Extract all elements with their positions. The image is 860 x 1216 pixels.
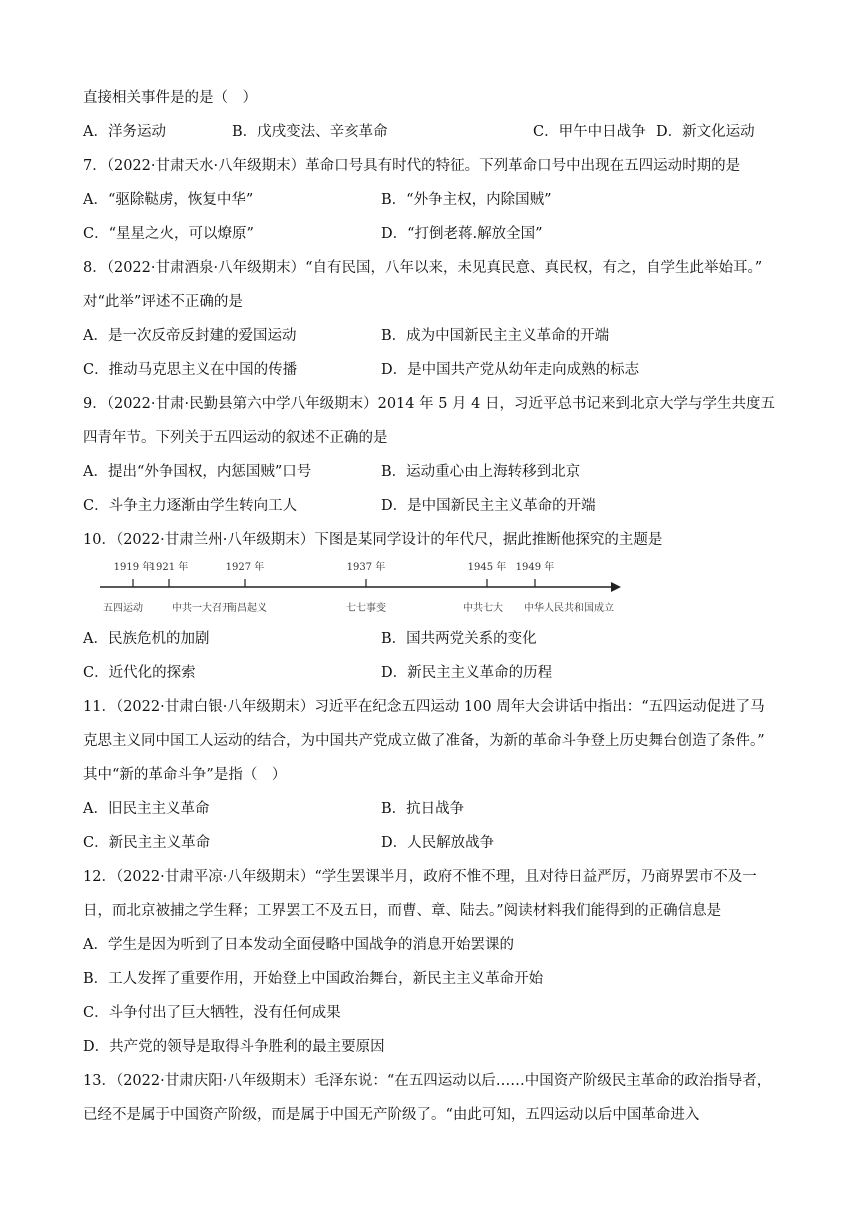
q8-option-d: D．是中国共产党从幼年走向成熟的标志 bbox=[381, 362, 640, 378]
q8-option-b: B．成为中国新民主主义革命的开端 bbox=[381, 328, 610, 344]
q11-option-d: D．人民解放战争 bbox=[381, 835, 495, 851]
timeline-event-label: 南昌起义 bbox=[227, 603, 267, 614]
q8-stem-2: 对“此举”评述不正确的是 bbox=[83, 294, 243, 310]
timeline-event-label: 中华人民共和国成立 bbox=[524, 603, 614, 614]
timeline-event-label: 五四运动 bbox=[103, 603, 143, 614]
q9-stem-1: 9．（2022·甘肃·民勤县第六中学八年级期末）2014 年 5 月 4 日，习近平总书记来到北京大学与学生共度五 bbox=[83, 396, 775, 412]
timeline-year-label: 1937 年 bbox=[346, 562, 386, 573]
q12-option-d: D．共产党的领导是取得斗争胜利的最主要原因 bbox=[83, 1039, 385, 1055]
q12-stem-2: 日，而北京被捕之学生释；工界罢工不及五日，而曹、章、陆去。”阅读材料我们能得到的正确信息是 bbox=[83, 903, 722, 919]
q7-stem: 7．（2022·甘肃天水·八年级期末）革命口号具有时代的特征。下列革命口号中出现在五四运动时期的是 bbox=[83, 158, 741, 174]
q11-stem-3: 其中“新的革命斗争”是指（ ） bbox=[83, 767, 287, 783]
q7-option-d: D．“打倒老蒋.解放全国” bbox=[381, 226, 543, 242]
q10-option-c: C．近代化的探索 bbox=[83, 665, 196, 681]
q6-option-c: C．甲午中日战争 bbox=[533, 124, 646, 140]
q12-option-c: C．斗争付出了巨大牺牲，没有任何成果 bbox=[83, 1005, 341, 1021]
q6-option-a: A．洋务运动 bbox=[83, 124, 166, 140]
q11-option-b: B．抗日战争 bbox=[381, 801, 465, 817]
timeline-arrow bbox=[611, 582, 621, 592]
q7-option-a: A．“驱除鞑虏，恢复中华” bbox=[83, 192, 254, 208]
timeline-year-label: 1945 年 bbox=[467, 562, 507, 573]
timeline-year-label: 1921 年 bbox=[149, 562, 189, 573]
q7-option-c: C．“星星之火，可以燎原” bbox=[83, 226, 254, 242]
timeline-year-label: 1949 年 bbox=[515, 562, 555, 573]
q9-option-d: D．是中国新民主主义革命的开端 bbox=[381, 498, 596, 514]
q8-option-c: C．推动马克思主义在中国的传播 bbox=[83, 362, 298, 378]
q8-option-a: A．是一次反帝反封建的爱国运动 bbox=[83, 328, 297, 344]
q9-option-b: B．运动重心由上海转移到北京 bbox=[381, 464, 581, 480]
q11-stem-2: 克思主义同中国工人运动的结合，为中国共产党成立做了准备，为新的革命斗争登上历史舞台创造了条件。” bbox=[83, 733, 765, 749]
q13-stem-2: 已经不是属于中国资产阶级，而是属于中国无产阶级了。“由此可知，五四运动以后中国革命进入 bbox=[83, 1107, 700, 1123]
q9-stem-2: 四青年节。下列关于五四运动的叙述不正确的是 bbox=[83, 430, 388, 446]
q11-option-a: A．旧民主主义革命 bbox=[83, 801, 210, 817]
timeline-event-label: 七七事变 bbox=[346, 603, 386, 614]
timeline-year-label: 1919 年 bbox=[113, 562, 153, 573]
q8-stem-1: 8．（2022·甘肃酒泉·八年级期末）“自有民国，八年以来，未见真民意、真民权，有之，自学生此举始耳。” bbox=[83, 260, 763, 276]
q10-option-b: B．国共两党关系的变化 bbox=[381, 631, 537, 647]
timeline-event-label: 中共一大召开 bbox=[172, 603, 232, 614]
timeline-year-label: 1927 年 bbox=[225, 562, 265, 573]
q10-stem: 10．（2022·甘肃兰州·八年级期末）下图是某同学设计的年代尺，据此推断他探究的主题是 bbox=[83, 532, 663, 548]
q10-option-a: A．民族危机的加剧 bbox=[83, 631, 210, 647]
timeline-figure bbox=[95, 553, 625, 623]
q6-stem-tail: 直接相关事件是的是（ ） bbox=[83, 90, 257, 106]
q11-option-c: C．新民主主义革命 bbox=[83, 835, 211, 851]
q12-option-b: B．工人发挥了重要作用，开始登上中国政治舞台，新民主主义革命开始 bbox=[83, 971, 544, 987]
q12-stem-1: 12．（2022·甘肃平凉·八年级期末）“学生罢课半月，政府不惟不理，且对待日益严厉，乃商界罢市不及一 bbox=[83, 869, 757, 885]
q6-option-d: D．新文化运动 bbox=[656, 124, 755, 140]
q12-option-a: A．学生是因为听到了日本发动全面侵略中国战争的消息开始罢课的 bbox=[83, 937, 514, 953]
q9-option-a: A．提出“外争国权，内惩国贼”口号 bbox=[83, 464, 312, 480]
q10-option-d: D．新民主主义革命的历程 bbox=[381, 665, 553, 681]
q11-stem-1: 11．（2022·甘肃白银·八年级期末）习近平在纪念五四运动 100 周年大会讲话中指出：“五四运动促进了马 bbox=[83, 699, 765, 715]
q9-option-c: C．斗争主力逐渐由学生转向工人 bbox=[83, 498, 298, 514]
q13-stem-1: 13．（2022·甘肃庆阳·八年级期末）毛泽东说：“在五四运动以后……中国资产阶级民主革命的政治指导者， bbox=[83, 1073, 772, 1089]
q6-option-b: B．戊戌变法、辛亥革命 bbox=[232, 124, 388, 140]
timeline-event-label: 中共七大 bbox=[463, 603, 503, 614]
q7-option-b: B．“外争主权，内除国贼” bbox=[381, 192, 552, 208]
